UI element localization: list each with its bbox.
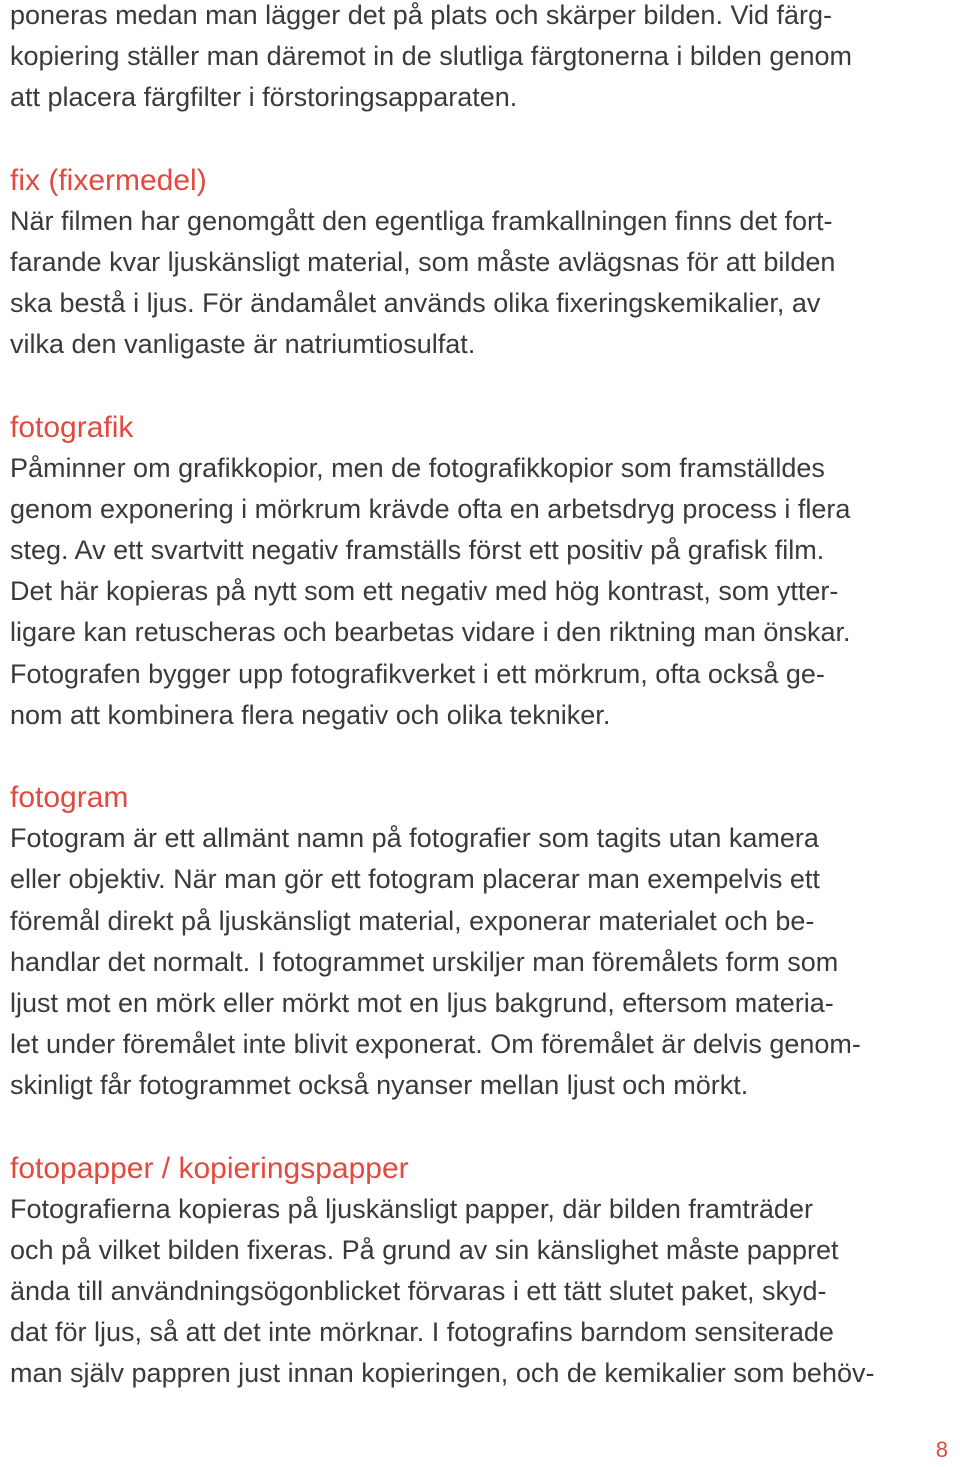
entry-fix xyxy=(10,160,950,366)
text-line: nom att kombinera flera negativ och olika tekniker. xyxy=(10,699,611,730)
text-line: poneras medan man lägger det på plats och skärper bilden. Vid färg- xyxy=(10,0,832,30)
text-line: föremål direkt på ljuskänsligt material, exponerar materialet och be- xyxy=(10,905,815,936)
text-line: att placera färgfilter i förstoringsapparaten. xyxy=(10,82,518,113)
text-line: eller objektiv. När man gör ett fotogram placerar man exempelvis ett xyxy=(10,864,820,895)
intro-paragraph xyxy=(10,0,950,119)
document-page xyxy=(10,0,950,1395)
text-line: ända till användningsögonblicket förvaras i ett tätt slutet paket, skyd- xyxy=(10,1276,827,1307)
text-line: farande kvar ljuskänsligt material, som måste avlägsnas för att bilden xyxy=(10,246,836,277)
page-number: 8 xyxy=(935,1437,948,1462)
text-line: steg. Av ett svartvitt negativ framställs först ett positiv på grafisk film. xyxy=(10,535,825,566)
text-line: Påminner om grafikkopior, men de fotografikkopior som framställdes xyxy=(10,452,825,483)
entry-heading: fix (fixermedel) xyxy=(10,163,207,197)
text-line: skinligt får fotogrammet också nyanser mellan ljust och mörkt. xyxy=(10,1070,749,1101)
entry-heading: fotopapper / kopieringspapper xyxy=(10,1151,409,1185)
text-line: kopiering ställer man däremot in de slutliga färgtonerna i bilden genom xyxy=(10,41,852,72)
text-line: Det här kopieras på nytt som ett negativ med hög kontrast, som ytter- xyxy=(10,576,839,607)
text-line: och på vilket bilden fixeras. På grund av sin känslighet måste pappret xyxy=(10,1234,839,1265)
entry-heading: fotografik xyxy=(10,410,134,444)
text-line: man själv pappren just innan kopieringen, och de kemikalier som behöv- xyxy=(10,1358,875,1389)
text-line: Fotografen bygger upp fotografikverket i ett mörkrum, ofta också ge- xyxy=(10,658,825,689)
entry-heading: fotogram xyxy=(10,781,129,814)
text-line: dat för ljus, så att det inte mörknar. I fotografins barndom sensiterade xyxy=(10,1317,834,1348)
text-line: handlar det normalt. I fotogrammet urskiljer man föremålets form som xyxy=(10,946,839,977)
text-line: Fotogram är ett allmänt namn på fotografier som tagits utan kamera xyxy=(10,823,819,854)
text-line: ljust mot en mörk eller mörkt mot en ljus bakgrund, eftersom materia- xyxy=(10,987,834,1018)
text-line: Fotografierna kopieras på ljuskänsligt papper, där bilden framträder xyxy=(10,1193,813,1224)
text-line: genom exponering i mörkrum krävde ofta en arbetsdryg process i flera xyxy=(10,493,851,524)
text-line: När filmen har genomgått den egentliga framkallningen finns det fort- xyxy=(10,205,833,236)
text-line: vilka den vanligaste är natriumtiosulfat. xyxy=(10,329,476,360)
entry-fotogram xyxy=(10,777,950,1107)
entry-fotopapper xyxy=(10,1148,950,1395)
text-line: let under föremålet inte blivit exponerat. Om föremålet är delvis genom- xyxy=(10,1029,861,1060)
text-line: ska bestå i ljus. För ändamålet används olika fixeringskemikalier, av xyxy=(10,288,821,319)
text-line: ligare kan retuscheras och bearbetas vidare i den riktning man önskar. xyxy=(10,617,851,648)
entry-fotografik xyxy=(10,407,950,737)
